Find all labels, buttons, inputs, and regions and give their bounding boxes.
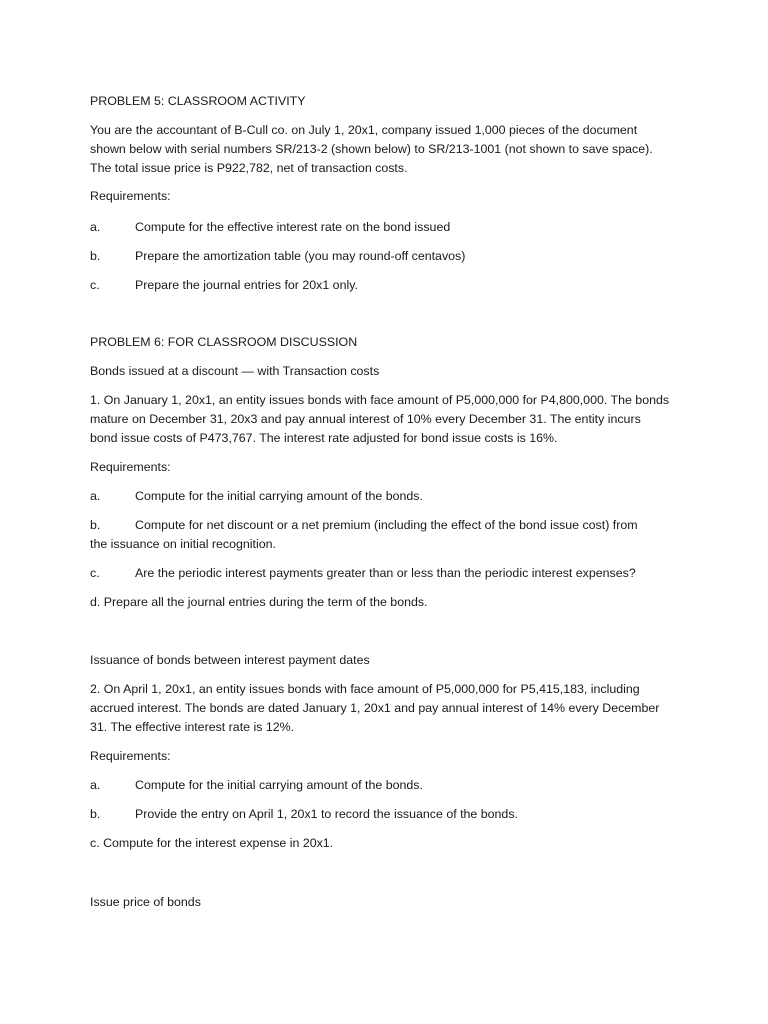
requirement-item <box>90 805 690 824</box>
requirement-text: Compute for the effective interest rate on the bond issued <box>135 220 451 234</box>
problem6-item1 <box>90 391 690 448</box>
requirement-item <box>90 516 690 554</box>
requirement-item <box>90 247 690 266</box>
requirement-text: Provide the entry on April 1, 20x1 to record the issuance of the bonds. <box>135 807 518 821</box>
paragraph-line: mature on December 31, 20x3 and pay annual interest of 10% every December 31. The entity incurs <box>90 412 641 426</box>
requirement-item: d. Prepare all the journal entries during the term of the bonds. <box>90 595 428 609</box>
paragraph-line: 1. On January 1, 20x1, an entity issues bonds with face amount of P5,000,000 for P4,800,000. The bonds <box>90 393 670 407</box>
paragraph-line: bond issue costs of P473,767. The interest rate adjusted for bond issue costs is 16%. <box>90 431 558 445</box>
requirement-label: a. <box>90 778 101 792</box>
requirement-label: a. <box>90 220 101 234</box>
paragraph-line: You are the accountant of B-Cull co. on July 1, 20x1, company issued 1,000 pieces of the document <box>90 123 638 137</box>
problem6-title: PROBLEM 6: FOR CLASSROOM DISCUSSION <box>90 335 358 349</box>
paragraph-line: shown below with serial numbers SR/213-2 (shown below) to SR/213-1001 (not shown to save space). <box>90 142 653 156</box>
section-heading: Issue price of bonds <box>90 895 201 909</box>
paragraph-line: The total issue price is P922,782, net of transaction costs. <box>90 161 408 175</box>
requirement-item <box>90 218 690 237</box>
requirement-text: Prepare the amortization table (you may round-off centavos) <box>135 249 466 263</box>
requirement-label: b. <box>90 807 101 821</box>
requirement-label: b. <box>90 518 101 532</box>
section-heading: Issuance of bonds between interest payment dates <box>90 653 370 667</box>
requirement-item <box>90 564 690 583</box>
problem6-item2 <box>90 680 690 737</box>
requirement-text: Compute for net discount or a net premium (including the effect of the bond issue cost) from <box>135 518 638 532</box>
requirement-label: c. <box>90 566 100 580</box>
requirement-item <box>90 487 690 506</box>
requirement-text: Prepare the journal entries for 20x1 only. <box>135 278 358 292</box>
requirement-text-continued: the issuance on initial recognition. <box>90 537 276 551</box>
paragraph-line: 31. The effective interest rate is 12%. <box>90 720 295 734</box>
requirement-item <box>90 776 690 795</box>
paragraph-line: accrued interest. The bonds are dated January 1, 20x1 and pay annual interest of 14% every December <box>90 701 660 715</box>
requirement-text: Compute for the initial carrying amount of the bonds. <box>135 489 423 503</box>
paragraph-line: 2. On April 1, 20x1, an entity issues bonds with face amount of P5,000,000 for P5,415,183, including <box>90 682 640 696</box>
section-heading: Bonds issued at a discount — with Transaction costs <box>90 364 380 378</box>
problem5-title: PROBLEM 5: CLASSROOM ACTIVITY <box>90 94 306 108</box>
requirements-heading: Requirements: <box>90 749 171 763</box>
requirement-item <box>90 276 690 295</box>
requirements-heading: Requirements: <box>90 460 171 474</box>
requirement-label: a. <box>90 489 101 503</box>
requirement-label: c. <box>90 278 100 292</box>
requirement-text: Compute for the initial carrying amount of the bonds. <box>135 778 423 792</box>
requirements-heading: Requirements: <box>90 189 171 203</box>
requirement-item: c. Compute for the interest expense in 20x1. <box>90 836 334 850</box>
requirement-text: Are the periodic interest payments greater than or less than the periodic interest expenses? <box>135 566 636 580</box>
problem5-intro <box>90 121 690 178</box>
requirement-label: b. <box>90 249 101 263</box>
